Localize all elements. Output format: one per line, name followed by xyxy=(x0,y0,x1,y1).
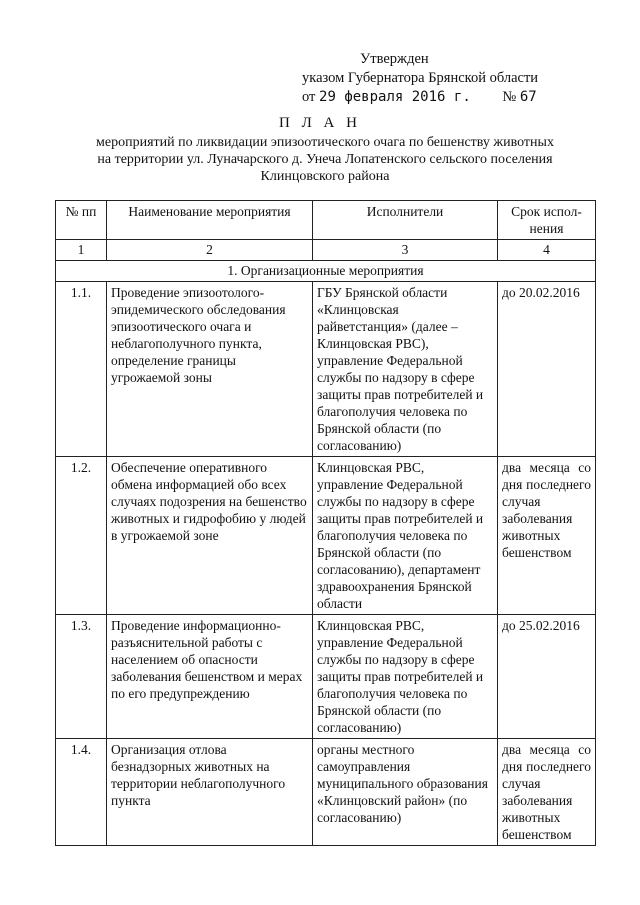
column-index-row xyxy=(56,240,596,261)
row-deadline: два месяца со дня последнего случая заболевания животных бешенством xyxy=(498,739,596,846)
document-subtitle xyxy=(60,134,590,185)
row-number: 1.2. xyxy=(56,457,107,615)
header-executors: Исполнители xyxy=(313,201,498,240)
row-action: Проведение эпизоотолого-эпидемического обследования эпизоотического очага и неблагополучного пункта, определение границы угрожаемой зоны xyxy=(107,282,313,457)
column-index: 2 xyxy=(107,240,313,261)
decree-number: 67 xyxy=(519,89,537,105)
row-deadline: два месяца со дня последнего случая заболевания животных бешенством xyxy=(498,457,596,615)
table-header-row xyxy=(56,201,596,240)
section-title: 1. Организационные мероприятия xyxy=(56,261,596,282)
table-row xyxy=(56,739,596,846)
column-index: 1 xyxy=(56,240,107,261)
row-executors: Клинцовская РВС, управление Федеральной службы по надзору в сфере защиты прав потребителей и благополучия человека по Брянской области (по согласованию), департамент здравоохранения Брянской области xyxy=(313,457,498,615)
row-executors: Клинцовская РВС, управление Федеральной службы по надзору в сфере защиты прав потребителей и благополучия человека по Брянской области (по согласованию) xyxy=(313,615,498,739)
header-deadline: Срок испол-нения xyxy=(498,201,596,240)
row-number: 1.4. xyxy=(56,739,107,846)
approval-line-date xyxy=(302,88,592,107)
section-row xyxy=(56,261,596,282)
column-index: 4 xyxy=(498,240,596,261)
row-action: Проведение информационно-разъяснительной работы с населением об опасности заболевания бешенством и мерах по его предупреждению xyxy=(107,615,313,739)
plan-table xyxy=(55,200,596,846)
column-index: 3 xyxy=(313,240,498,261)
row-number: 1.1. xyxy=(56,282,107,457)
header-number: № пп xyxy=(56,201,107,240)
table-row xyxy=(56,615,596,739)
row-number: 1.3. xyxy=(56,615,107,739)
row-deadline: до 25.02.2016 xyxy=(498,615,596,739)
row-executors: органы местного самоуправления муниципального образования «Клинцовский район» (по согласованию) xyxy=(313,739,498,846)
header-action: Наименование мероприятия xyxy=(107,201,313,240)
subtitle-line: мероприятий по ликвидации эпизоотического очага по бешенству животных xyxy=(96,135,554,150)
subtitle-line: Клинцовского района xyxy=(260,169,390,184)
subtitle-line: на территории ул. Луначарского д. Унеча Лопатенского сельского поселения xyxy=(97,152,553,167)
row-action: Обеспечение оперативного обмена информацией обо всех случаях подозрения на бешенство животных и гидрофобию у людей в угрожаемой зоне xyxy=(107,457,313,615)
row-deadline: до 20.02.2016 xyxy=(498,282,596,457)
approval-stamp xyxy=(302,50,592,107)
decree-date: 29 февраля 2016 г. xyxy=(319,89,471,105)
number-prefix: № xyxy=(502,89,517,105)
table-row xyxy=(56,457,596,615)
approval-line-approved: Утвержден xyxy=(360,51,429,67)
table-row xyxy=(56,282,596,457)
row-action: Организация отлова безнадзорных животных на территории неблагополучного пункта xyxy=(107,739,313,846)
row-executors: ГБУ Брянской области «Клинцовская райветстанция» (далее – Клинцовская РВС), управление Федеральной службы по надзору в сфере защиты прав потребителей и благополучия человека по Брянской области (по согласованию) xyxy=(313,282,498,457)
approval-line-decree: указом Губернатора Брянской области xyxy=(302,70,539,86)
date-prefix: от xyxy=(302,89,316,105)
document-title: П Л А Н xyxy=(279,115,361,131)
